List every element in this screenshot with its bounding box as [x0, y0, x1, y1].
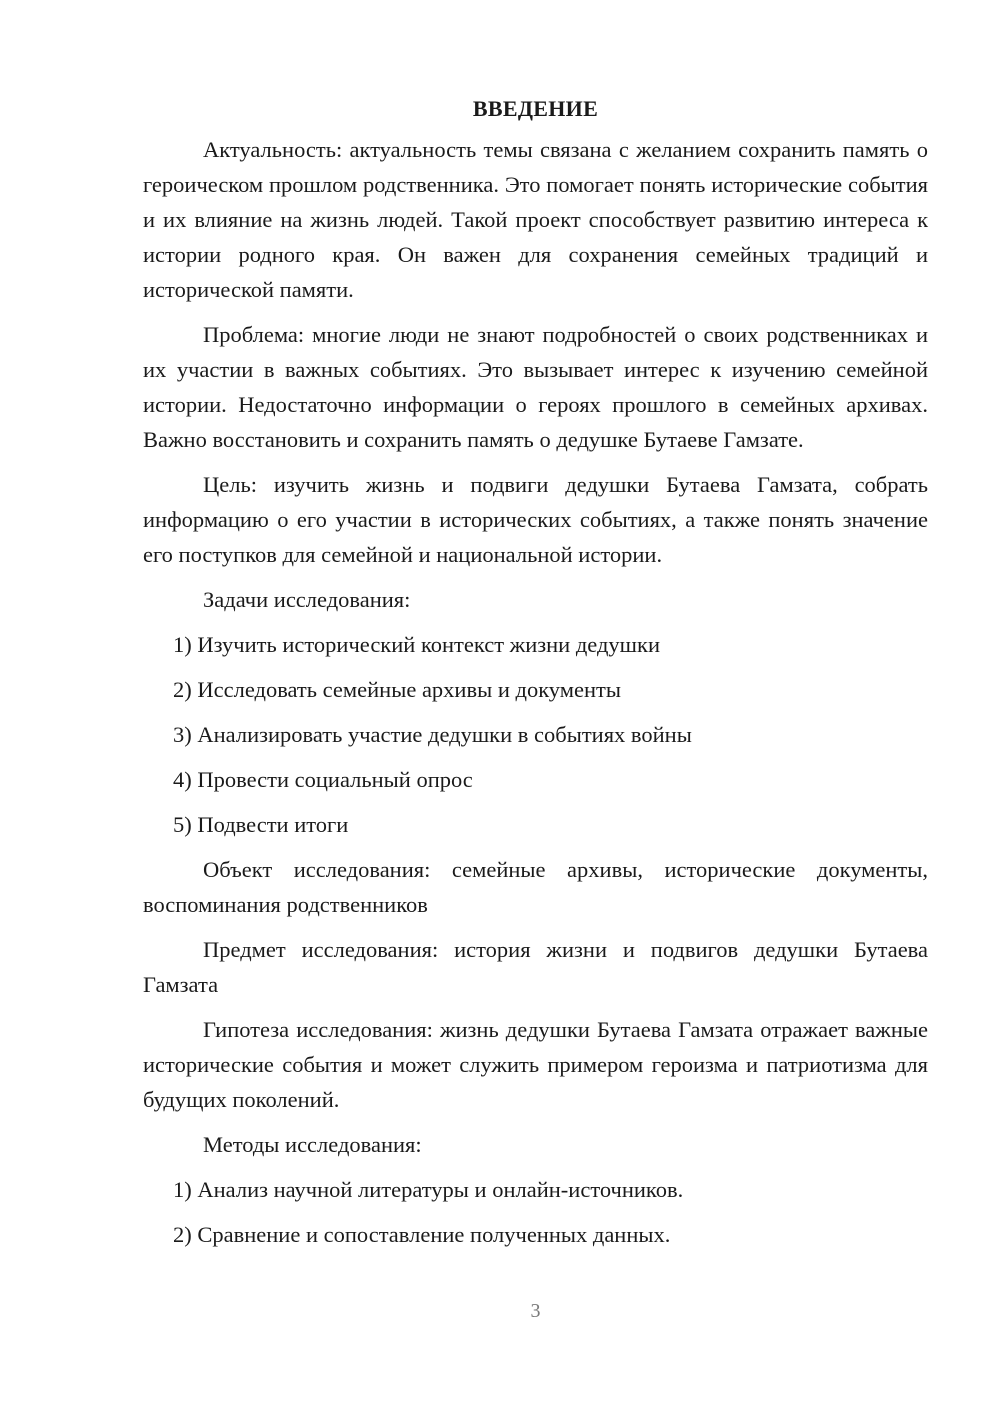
actuality-paragraph: Актуальность: актуальность темы связана с желанием сохранить память о героическом прошлом родственника. Это помогает понять исторические события и их влияние на жизнь людей. Такой проект способствует развитию интереса к истории родного края. Он важен для сохранения семейных традиций и исторической памяти.	[143, 137, 928, 302]
tasks-list	[143, 627, 928, 842]
page-number: 3	[530, 1300, 541, 1322]
list-item: 3) Анализировать участие дедушки в событиях войны	[173, 722, 692, 747]
problem-paragraph: Проблема: многие люди не знают подробностей о своих родственниках и их участии в важных событиях. Это вызывает интерес к изучению семейной истории. Недостаточно информации о героях прошлого в семейных архивах. Важно восстановить и сохранить память о дедушке Бутаеве Гамзате.	[143, 322, 928, 452]
document-page	[143, 92, 928, 1262]
list-item: 1) Изучить исторический контекст жизни дедушки	[173, 632, 660, 657]
methods-list	[143, 1172, 928, 1252]
methods-label: Методы исследования:	[203, 1132, 422, 1157]
list-item: 2) Сравнение и сопоставление полученных данных.	[173, 1222, 671, 1247]
object-paragraph: Объект исследования: семейные архивы, исторические документы, воспоминания родственников	[143, 857, 928, 917]
goal-paragraph: Цель: изучить жизнь и подвиги дедушки Бутаева Гамзата, собрать информацию о его участии в исторических событиях, а также понять значение его поступков для семейной и национальной истории.	[143, 472, 928, 567]
list-item: 2) Исследовать семейные архивы и документы	[173, 677, 621, 702]
section-heading: ВВЕДЕНИЕ	[472, 96, 599, 121]
list-item: 1) Анализ научной литературы и онлайн-источников.	[173, 1177, 684, 1202]
list-item: 4) Провести социальный опрос	[173, 767, 473, 792]
subject-paragraph: Предмет исследования: история жизни и подвигов дедушки Бутаева Гамзата	[143, 937, 928, 997]
tasks-label: Задачи исследования:	[203, 587, 411, 612]
list-item: 5) Подвести итоги	[173, 812, 349, 837]
hypothesis-paragraph: Гипотеза исследования: жизнь дедушки Бутаева Гамзата отражает важные исторические события и может служить примером героизма и патриотизма для будущих поколений.	[143, 1017, 928, 1112]
